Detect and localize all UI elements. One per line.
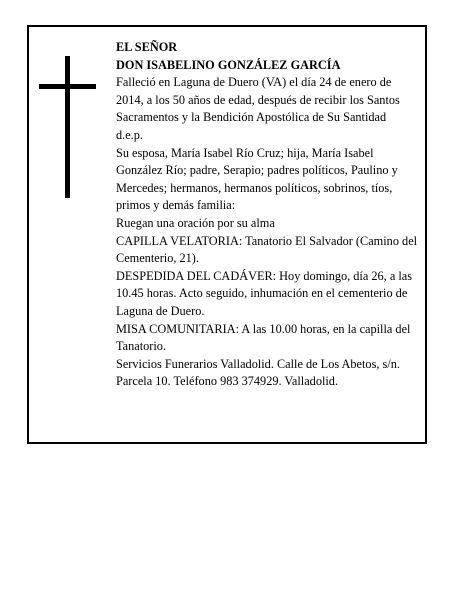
cross-vertical-bar [65,56,70,198]
obituary-text [116,39,422,391]
mass-info: MISA COMUNITARIA: A las 10.00 horas, en la capilla del Tanatorio. [116,321,411,354]
chapel-info: CAPILLA VELATORIA: Tanatorio El Salvador (Camino del Cementerio, 21). [116,233,418,266]
prayer-request: Ruegan una oración por su alma [116,215,275,230]
family-list: Su esposa, María Isabel Río Cruz; hija, María Isabel González Río; padre, Serapio; padres políticos, Paulino y Mercedes; hermanos, hermanos políticos, sobrinos, tíos, primos y demás familia: [116,145,398,213]
cross-horizontal-bar [39,84,96,89]
deceased-name: DON ISABELINO GONZÁLEZ GARCÍA [116,57,341,72]
obituary-notice [27,25,427,444]
funeral-services-info: Servicios Funerarios Valladolid. Calle de Los Abetos, s/n. Parcela 10. Teléfono 983 374929. Valladolid. [116,356,400,389]
farewell-info: DESPEDIDA DEL CADÁVER: Hoy domingo, día 26, a las 10.45 horas. Acto seguido, inhumación en el cementerio de Laguna de Duero. [116,268,413,318]
rip-line: d.e.p. [116,127,143,142]
death-announcement: Falleció en Laguna de Duero (VA) el día 24 de enero de 2014, a los 50 años de edad, después de recibir los Santos Sacramentos y la Bendición Apostólica de Su Santidad [116,75,400,125]
heading-line-1: EL SEÑOR [116,40,178,54]
